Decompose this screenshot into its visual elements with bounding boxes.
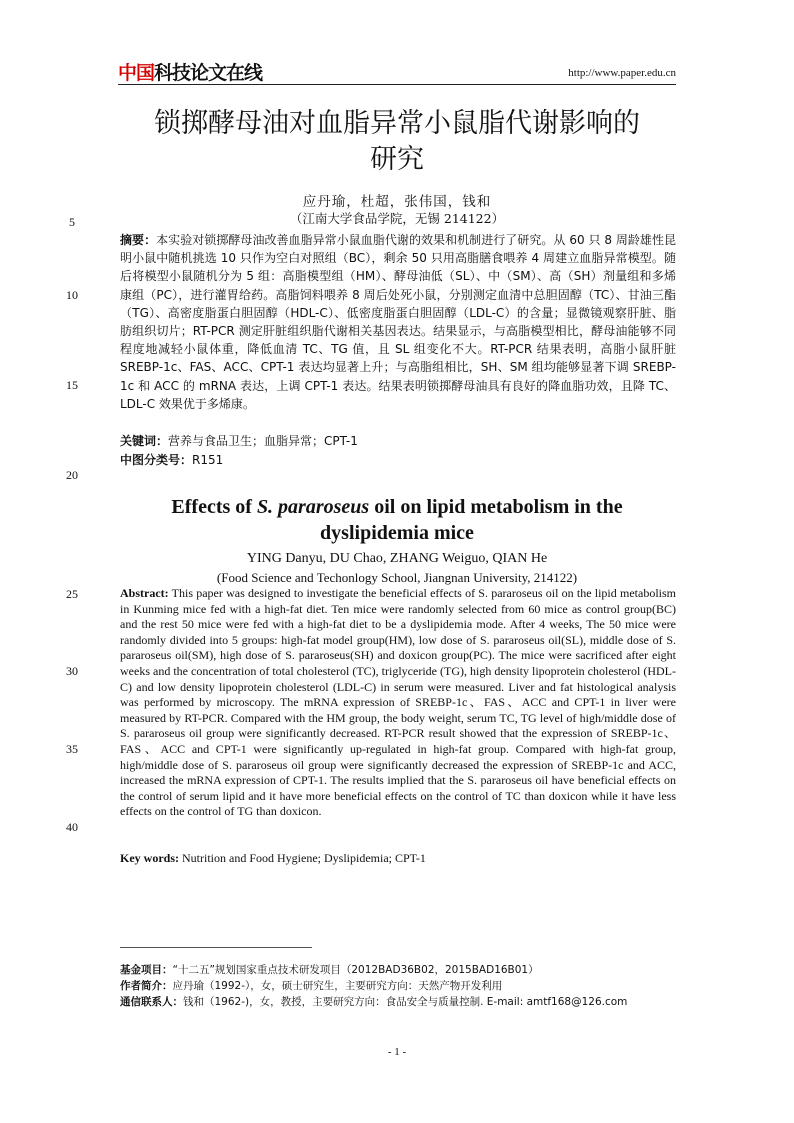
english-authors: YING Danyu, DU Chao, ZHANG Weiguo, QIAN He xyxy=(246,551,548,566)
page-number: - 1 - xyxy=(387,1046,407,1058)
line-number: 25 xyxy=(66,587,78,601)
footnote-contact xyxy=(120,994,700,1009)
chinese-abstract xyxy=(120,231,676,413)
english-title-pre: Effects of xyxy=(171,496,257,518)
header-url: http://www.paper.edu.cn xyxy=(568,67,676,79)
english-affiliation: (Food Science and Techonlogy School, Jiangnan University, 214122) xyxy=(216,570,578,585)
line-number: 15 xyxy=(66,378,78,392)
english-title-species: S. pararoseus xyxy=(256,496,370,518)
site-logo xyxy=(118,58,262,85)
line-number: 40 xyxy=(66,820,78,834)
english-abstract-label: Abstract: xyxy=(120,586,169,600)
footnote-author-text: 应丹瑜（1992-），女，硕士研究生，主要研究方向：天然产物开发利用 xyxy=(172,980,503,992)
footnote-divider xyxy=(120,947,312,948)
line-number: 30 xyxy=(66,664,78,678)
chinese-clc-label: 中图分类号： xyxy=(120,453,193,467)
page-header xyxy=(118,58,676,85)
line-number: 10 xyxy=(66,288,78,302)
footnote-author-label: 作者简介： xyxy=(120,980,173,992)
footnote-fund-text: “十二五”规划国家重点技术研发项目（2012BAD36B02，2015BAD16B01） xyxy=(172,964,539,976)
english-title-line1 xyxy=(118,494,676,520)
english-title-line2: dyslipidemia mice xyxy=(320,522,474,544)
chinese-affiliation: （江南大学食品学院，无锡 214122） xyxy=(289,211,505,226)
chinese-clc-text: R151 xyxy=(192,453,224,467)
chinese-clc xyxy=(120,451,223,468)
chinese-title-line2: 研究 xyxy=(370,144,424,175)
line-number: 20 xyxy=(66,468,78,482)
chinese-title xyxy=(118,106,676,178)
chinese-abstract-text: 本实验对锁掷酵母油改善血脂异常小鼠血脂代谢的效果和机制进行了研究。从 60 只 8 周龄雄性昆明小鼠中随机挑选 10 只作为空白对照组（BC），剩余 50 只用高脂膳食喂养 4 周建立血脂异常模型。随后将模型小鼠随机分为 5 组：高脂模型组（HM）、酵母油低（SL）、中（SM）、高（SH）剂量组和多烯康组（PC），进行灌胃给药。高脂饲料喂养 8 周后处死小鼠，分别测定血清中总胆固醇（TC）、甘油三酯（TG）、高密度脂蛋白胆固醇（HDL-C）、低密度脂蛋白胆固醇（LDL-C）的含量；显微镜观察肝脏、脂肪组织切片；RT-PCR 测定肝脏组织脂代谢相关基因表达。结果显示，与高脂模型相比，酵母油能够不同程度地减轻小鼠体重，降低血清 TC、TG 值，且 SL 组变化不大。RT-PCR 结果表明，高脂小鼠肝脏 SREBP-1c、FAS、ACC、CPT-1 表达均显著上升；与高脂组相比，SH、SM 组均能够显著下调 SREBP-1c 和 ACC 的 mRNA 表达，上调 CPT-1 表达。结果表明锁掷酵母油具有良好的降血脂功效，且降 TC、LDL-C 效果优于多烯康。 xyxy=(120,233,676,411)
english-keywords xyxy=(120,851,676,866)
chinese-abstract-label: 摘要： xyxy=(120,233,157,247)
chinese-authors: 应丹瑜，杜超，张伟国，钱和 xyxy=(302,194,492,210)
line-number: 35 xyxy=(66,742,78,756)
english-abstract-text: This paper was designed to investigate the beneficial effects of S. pararoseus oil on the lipid metabolism in Kunming mice fed with a high-fat diet. Ten mice were randomly selected from 60 mice as control group(BC) and the rest 50 mice were fed with a high-fat diet to be a dyslipidemia mode. After 4 weeks, The 50 mice were randomly divided into 5 groups: high-fat model group(HM), low dose of S. pararoseus oil(SL), middle dose of S. pararoseus oil(SM), high dose of S. pararoseus(SH) and doxicon group(PC). The mice were sacrificed after eight weeks and the concentration of total cholesterol (TC), triglyceride (TG), high density lipoprotein cholesterol (HDL-C) and low density lipoprotein cholesterol (LDL-C) in serum were measured. Liver and fat histological analysis was performed by microscopy. The mRNA expression of SREBP-1c、FAS、ACC and CPT-1 in liver were measured by RT-PCR. Compared with the HM group, the body weight, serum TC, TG level of high/middle dose of S. pararoseus oil group were significantly decreased. RT-PCR result showed that the expression of SREBP-1c、FAS、ACC and CPT-1 were significantly up-regulated in high-fat group. Compared with high-fat group, high/middle dose of S. pararoseus oil group were significantly decreased the expression of SREBP-1c and ACC, increased the mRNA expression of CPT-1. The results implied that the S. pararoseus oil have beneficial effects on the control of serum lipid and it have more beneficial effects on the control of TC than doxicon while it have less effects on the control of TG than doxicon. xyxy=(120,586,676,819)
line-number: 5 xyxy=(69,215,75,229)
english-keywords-text: Nutrition and Food Hygiene; Dyslipidemia; CPT-1 xyxy=(179,851,426,865)
english-title-post: oil on lipid metabolism in the xyxy=(369,496,623,518)
english-title xyxy=(118,494,676,546)
footnote-contact-label: 通信联系人： xyxy=(120,996,183,1008)
chinese-title-line1: 锁掷酵母油对血脂异常小鼠脂代谢影响的 xyxy=(154,108,640,139)
footnote-author xyxy=(120,978,700,993)
english-abstract xyxy=(120,586,676,820)
chinese-keywords-label: 关键词： xyxy=(120,434,169,448)
footnote-fund xyxy=(120,962,700,977)
footnote-contact-text: 钱和（1962-)，女，教授，主要研究方向：食品安全与质量控制. E-mail: amtf168@126.com xyxy=(183,996,628,1008)
chinese-keywords-text: 营养与食品卫生；血脂异常；CPT-1 xyxy=(168,434,358,448)
english-keywords-label: Key words: xyxy=(120,851,179,865)
footnote-fund-label: 基金项目： xyxy=(120,964,173,976)
chinese-keywords xyxy=(120,432,358,449)
logo-black-text: 科技论文在线 xyxy=(154,62,263,84)
logo-red-text: 中国 xyxy=(118,62,155,84)
